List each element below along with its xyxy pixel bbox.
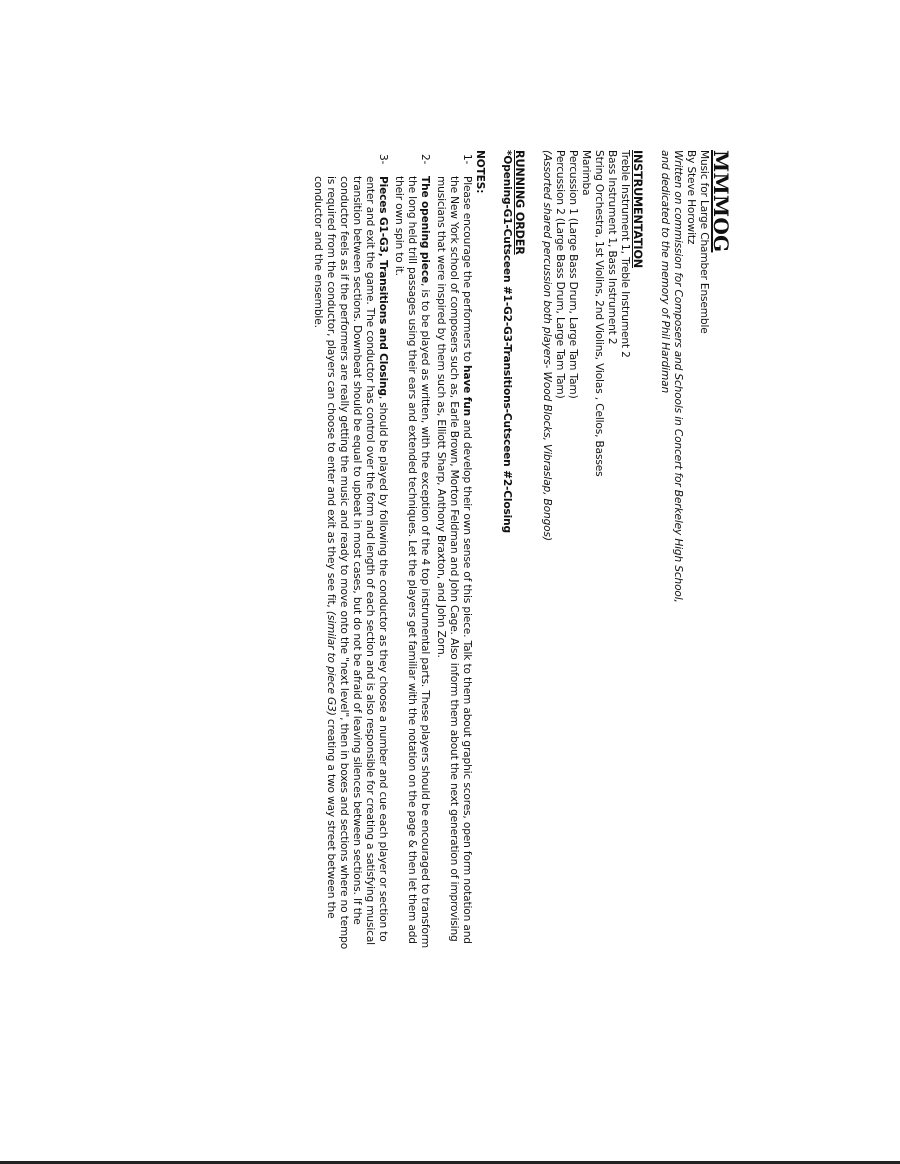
note-text-part: , is to be played as written, with the exception of the 4 top instrumental parts. These players should be encouraged to transform the long held trill passages using their ears and extended techniques. Let the players get familiar with the notation on the page & then let them add their own spin to it. [393,176,431,949]
notes-heading: NOTES: [474,150,486,194]
note-italic-part: (similar to piece G3) [325,610,337,716]
instrument-item: Percussion 1 (Large Bass Drum, Large Tam Tam) [567,150,579,399]
commission-line-2: and dedicated to the memory of Phil Hardiman [659,150,671,394]
instrument-item: String Orchestra, 1st Violins, 2nd Violins, Violas , Cellos, Basses [593,150,605,477]
page-title: MMMOG [709,150,733,253]
note-number: 2- [419,154,431,165]
subtitle: Music for Large Chamber Ensemble [698,150,710,334]
note-text [392,176,431,956]
instrumentation-list [540,150,631,1150]
instrumentation-heading: INSTRUMENTATION [631,150,644,269]
instrument-item: Bass Instrument 1, Bass Instrument 2 [606,150,618,345]
note-item [311,154,389,1150]
note-text [434,176,473,956]
note-text-part: Please encourage the performers to [461,176,473,366]
note-emphasis: Pieces G1-G3, Transitions and Closing [377,176,389,396]
note-item [434,154,473,1150]
running-order-sequence: *Opening-G1-Cutsceen #1-G2-G3-Transitions-Cutsceen #2-Closing [501,150,513,533]
commission-line-1: Written on commission for Composers and Schools in Concert for Berkeley High School, [672,150,684,603]
instrument-item: Treble Instrument 1, Treble Instrument 2 [619,150,631,358]
note-item [392,154,431,1150]
note-text-part: , should be played by following the conductor as they choose a number and cue each player or section to enter and exit the game. The conductor has control over the form and length of each section and is also responsible for creating a satisfying musical transition between sections. Downbeat should be equal to upbeat in most cases, but do not be afraid of leaving silences between sections. If the conductor feels as if the performers are really getting the music and ready to move onto the "next level", then in boxes and sections where no tempo is required from the conductor, players can choose to enter and exit as they see fit, [325,176,389,950]
instrument-item: Percussion 2 (Large Bass Drum, Large Tam Tam) [554,150,566,399]
note-text [311,176,389,956]
note-number: 1- [461,154,473,165]
note-text-part: creating a two way street between the conductor and the ensemble. [312,176,337,919]
instrument-item: Marimba [580,150,592,196]
instrument-item: (Assorted shared percussion both players- Wood Blocks, Vibraslap, Bongos) [541,150,553,541]
note-emphasis: The opening piece [419,176,431,283]
running-order-heading: RUNNING ORDER [513,150,526,255]
author: By Steve Horowitz [685,150,697,245]
note-emphasis: have fun [461,365,473,416]
note-number: 3- [377,154,389,165]
rotated-page-content [172,150,732,1150]
note-text-part: and develop their own sense of this piece. Talk to them about graphic scores, open form notation and the New York school of composers such as, Earle Brown, Morton Feldman and John Cage. Also inform them about the next generation of improvising musicians that were inspired by them such as, Elliott Sharp, Anthony Braxton, and John Zorn. [435,176,473,944]
